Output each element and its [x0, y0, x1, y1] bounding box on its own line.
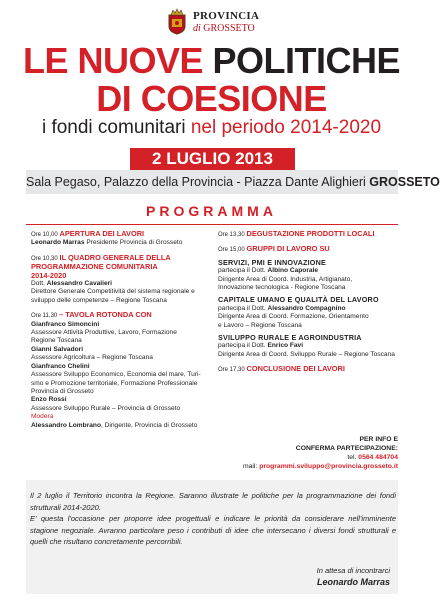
agenda-item: Ore 17,30 CONCLUSIONE DEI LAVORI: [218, 364, 345, 374]
programma-heading: PROGRAMMA: [146, 203, 277, 219]
program-left-column: Ore 10,00 APERTURA DEI LAVORI Leonardo Marras Presidente Provincia di Grosseto Ore 10,30 IL QUADRO GENERALE DELLA PROGRAMMAZIONE COMUNITARIA 2014-2020 Dott. Alessandro Cavalieri Direttore Generale Competitività del sistema regionale e sviluppo delle competenze – Regione Toscana Ore 11,30 – TAVOLA ROTONDA CON Gianfranco Simoncini Assessore Attività Produttive, Lavoro, Formazione Regione Toscana Gianni Salvadori Assessore Agricoltura – Regione Toscana Gianfranco Chelini Assessore Sviluppo Economico, Economia del mare, Turi- smo e Promozione territoriale, Formazione Professionale Provincia di Grosseto Enzo Rossi Assessore Sviluppo Rurale – Provincia di Grosseto Modera Alessandro Lombrano, Dirigente, Provincia di Grosseto: [31, 230, 211, 430]
phone-number[interactable]: 0564 484704: [358, 454, 398, 461]
agenda-item: Ore 10,30 IL QUADRO GENERALE DELLA: [31, 252, 171, 262]
main-title-line1: LE NUOVE POLITICHE: [22, 40, 401, 81]
subtitle: i fondi comunitari nel periodo 2014-2020: [41, 117, 382, 138]
agenda-item: Ore 15,00 GRUPPI DI LAVORO SU: [218, 244, 330, 254]
provincia-crest-logo: [166, 8, 188, 35]
event-place: Sala Pegaso, Palazzo della Provincia - Piazza Dante Alighieri GROSSETO: [26, 170, 398, 194]
email-link[interactable]: programmi.sviluppo@provincia.grosseto.it: [259, 463, 398, 470]
event-date: 2 LUGLIO 2013: [130, 148, 295, 170]
signature-line: In attesa di incontrarci: [316, 566, 390, 575]
note-text: Il 2 luglio il Territorio incontra la Regione. Saranno illustrate le politiche per la programmazione dei fondi strutturali 2014-2020. E' questa l'occasione per proporre idee progettuali e indicare le priorità da considerare nell'imminente stagione negoziale. Avranno particolare peso i contributi di idee che intersecano i diversi fondi strutturali e quelli che risultano concretamente percorribili.: [30, 491, 396, 546]
agenda-item: Ore 11,30 – TAVOLA ROTONDA CON: [31, 310, 152, 320]
program-right-column: Ore 13,30 DEGUSTAZIONE PRODOTTI LOCALI Ore 15,00 GRUPPI DI LAVORO SU SERVIZI, PMI E INNOVAZIONE partecipa il Dott. Albino Caporale Dirigente Area di Coord. Industria, Artigianato, Innovazione tecnologica - Regione Toscana CAPITALE UMANO E QUALITÀ DEL LAVORO partecipa il Dott. Alessandro Compagnino Dirigente Area di Coord. Formazione, Orientamento e Lavoro – Regione Toscana SVILUPPO RURALE E AGROINDUSTRIA partecipa il Dott. Enrico Favi Dirigente Area di Coord. Sviluppo Rurale – Regione Toscana Ore 17,30 CONCLUSIONE DEI LAVORI: [218, 230, 408, 375]
agenda-item: Ore 13,30 DEGUSTAZIONE PRODOTTI LOCALI: [218, 229, 375, 238]
contact-info: PER INFO E CONFERMA PARTECIPAZIONE: tel. 0564 484704 mail: programmi.sviluppo@provincia.grosseto.it: [242, 436, 398, 470]
agenda-item: Ore 10,00 APERTURA DEI LAVORI: [31, 229, 145, 238]
divider: [26, 224, 398, 225]
main-title-line2: DI COESIONE: [96, 78, 327, 119]
org-subname: di GROSSETO: [193, 23, 255, 34]
signature-name: Leonardo Marras: [316, 577, 390, 587]
org-name: PROVINCIA: [193, 10, 260, 22]
